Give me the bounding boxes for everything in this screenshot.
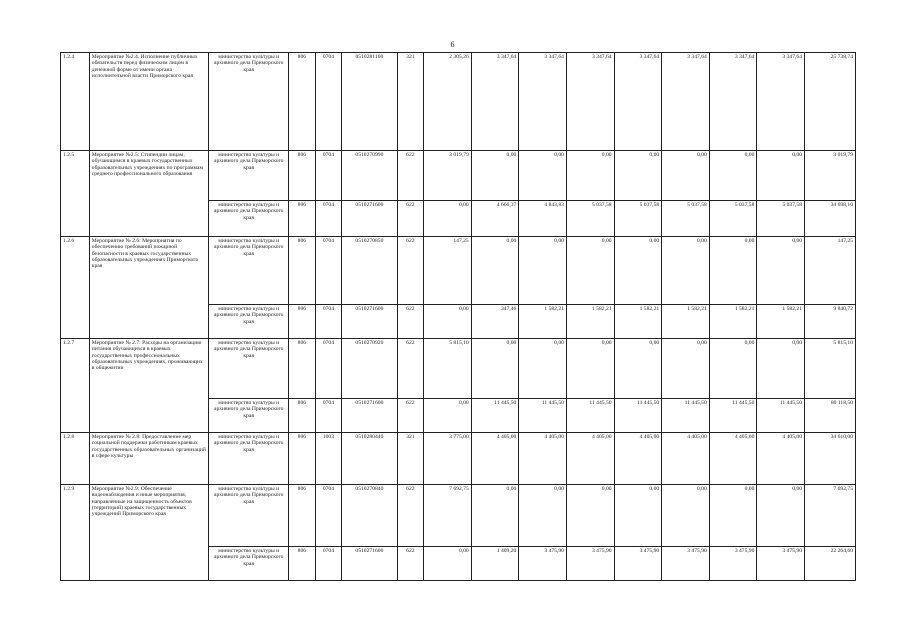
value-cell: 0,00 [662,339,710,399]
value-cell: 3 347,64 [566,53,614,151]
csr-cell: 0510270840 [342,485,397,547]
value-cell: 11 445,50 [614,399,662,433]
rzpr-cell: 1003 [315,433,342,485]
executor-cell: министерство культуры и архивного дела Приморского края [209,485,289,547]
activity-cell: Мероприятие №2.4. Исполнение публичных обязательств перед физическим лицом в денежной форме от имени органа исполнительной власти Приморского края [89,53,209,151]
value-cell: 0,00 [424,305,472,339]
value-cell: 1 582,21 [709,305,757,339]
executor-cell: министерство культуры и архивного дела Приморского края [209,433,289,485]
csr-cell: 0510271600 [342,305,397,339]
value-cell: 3 019,79 [424,151,472,201]
total-cell: 3 019,79 [805,151,856,201]
executor-cell: министерство культуры и архивного дела Приморского края [209,305,289,339]
value-cell: 0,00 [757,151,805,201]
total-cell: 25 738,74 [805,53,856,151]
value-cell: 1 582,21 [519,305,567,339]
activity-cell: Мероприятие № 2.8: Предоставление мер социальной поддержки работникам краевых государственных образовательных организаций в сфере культуры [89,433,209,485]
total-cell: 147,25 [805,237,856,305]
value-cell: 4 405,00 [471,433,519,485]
executor-cell: министерство культуры и архивного дела Приморского края [209,53,289,151]
grbs-cell: 806 [289,485,316,547]
activity-cell: Мероприятие №2.5: Стипендии лицам, обучающимся в краевых государственных образовательных учреждениях по программам среднего профессионального образования [89,151,209,237]
row-index: 1.2.9 [61,485,90,581]
value-cell: 3 347,64 [519,53,567,151]
value-cell: 0,00 [519,339,567,399]
vr-cell: 622 [397,151,424,201]
table-row [61,53,856,151]
total-cell: 7 692,75 [805,485,856,547]
total-cell: 80 118,50 [805,399,856,433]
rzpr-cell: 0704 [315,485,342,547]
vr-cell: 622 [397,201,424,237]
row-index: 1.2.8 [61,433,90,485]
value-cell: 0,00 [709,237,757,305]
vr-cell: 622 [397,547,424,581]
value-cell: 4 405,00 [709,433,757,485]
row-index: 1.2.5 [61,151,90,237]
vr-cell: 622 [397,485,424,547]
grbs-cell: 806 [289,201,316,237]
value-cell: 3 347,64 [709,53,757,151]
vr-cell: 321 [397,53,424,151]
csr-cell: 0510281160 [342,53,397,151]
csr-cell: 0510271600 [342,201,397,237]
value-cell: 0,00 [566,237,614,305]
grbs-cell: 806 [289,433,316,485]
activity-cell: Мероприятие № 2.7: Расходы на организацию питания обучающихся в краевых государственных профессиональных образовательных учреждениях, проживающих в общежитии [89,339,209,433]
executor-cell: министерство культуры и архивного дела Приморского края [209,151,289,201]
grbs-cell: 806 [289,399,316,433]
table-row [61,237,856,305]
rzpr-cell: 0704 [315,53,342,151]
value-cell: 2 305,26 [424,53,472,151]
rzpr-cell: 0704 [315,547,342,581]
value-cell: 11 445,50 [566,399,614,433]
csr-cell: 0510271600 [342,547,397,581]
executor-cell: министерство культуры и архивного дела Приморского края [209,237,289,305]
value-cell: 0,00 [662,151,710,201]
value-cell: 0,00 [662,485,710,547]
csr-cell: 0510280440 [342,433,397,485]
activity-cell: Мероприятие №2.9: Обеспечение видеонаблюдения и иные мероприятия, направленные на защищенность объектов (территорий) краевых государственных учреждений Приморского края [89,485,209,581]
value-cell: 0,00 [709,339,757,399]
value-cell: 1 582,21 [757,305,805,339]
value-cell: 3 347,64 [662,53,710,151]
value-cell: 3 475,90 [709,547,757,581]
value-cell: 0,00 [614,339,662,399]
row-index: 1.2.7 [61,339,90,433]
value-cell: 7 692,75 [424,485,472,547]
grbs-cell: 806 [289,339,316,399]
value-cell: 0,00 [519,237,567,305]
rzpr-cell: 0704 [315,237,342,305]
vr-cell: 622 [397,305,424,339]
grbs-cell: 806 [289,305,316,339]
value-cell: 0,00 [709,151,757,201]
total-cell: 9 840,72 [805,305,856,339]
value-cell: 147,25 [424,237,472,305]
value-cell: 5 037,58 [566,201,614,237]
value-cell: 11 445,50 [662,399,710,433]
total-cell: 34 610,00 [805,433,856,485]
value-cell: 347,46 [471,305,519,339]
value-cell: 0,00 [614,151,662,201]
value-cell: 0,00 [757,339,805,399]
vr-cell: 622 [397,339,424,399]
value-cell: 3 775,00 [424,433,472,485]
value-cell: 3 475,90 [662,547,710,581]
table-row [61,339,856,399]
value-cell: 0,00 [424,547,472,581]
rzpr-cell: 0704 [315,151,342,201]
page-number: 6 [450,40,455,49]
value-cell: 1 582,21 [662,305,710,339]
total-cell: 5 815,10 [805,339,856,399]
csr-cell: 0510271600 [342,399,397,433]
grbs-cell: 806 [289,151,316,201]
value-cell: 4 405,00 [662,433,710,485]
value-cell: 11 445,50 [519,399,567,433]
value-cell: 0,00 [424,201,472,237]
csr-cell: 0510270850 [342,237,397,305]
activity-cell: Мероприятие № 2.6: Мероприятия по обеспечению требований пожарной безопасности в краевых государственных образовательных учреждениях Приморского края [89,237,209,339]
value-cell: 3 347,64 [471,53,519,151]
value-cell: 0,00 [471,485,519,547]
value-cell: 1 582,21 [566,305,614,339]
value-cell: 0,00 [471,339,519,399]
vr-cell: 321 [397,433,424,485]
value-cell: 3 347,64 [614,53,662,151]
value-cell: 0,00 [662,237,710,305]
rzpr-cell: 0704 [315,399,342,433]
value-cell: 4 405,00 [519,433,567,485]
executor-cell: министерство культуры и архивного дела Приморского края [209,399,289,433]
csr-cell: 0510270990 [342,151,397,201]
value-cell: 5 037,58 [709,201,757,237]
grbs-cell: 806 [289,547,316,581]
value-cell: 0,00 [519,485,567,547]
total-cell: 22 264,60 [805,547,856,581]
value-cell: 5 037,58 [757,201,805,237]
value-cell: 4 843,83 [519,201,567,237]
value-cell: 3 475,90 [566,547,614,581]
csr-cell: 0510270920 [342,339,397,399]
value-cell: 4 405,00 [614,433,662,485]
executor-cell: министерство культуры и архивного дела Приморского края [209,201,289,237]
value-cell: 1 409,20 [471,547,519,581]
value-cell: 0,00 [471,151,519,201]
value-cell: 1 582,21 [614,305,662,339]
row-index: 1.2.4 [61,53,90,151]
value-cell: 3 347,64 [757,53,805,151]
value-cell: 0,00 [709,485,757,547]
rzpr-cell: 0704 [315,305,342,339]
value-cell: 5 037,58 [662,201,710,237]
value-cell: 0,00 [424,399,472,433]
value-cell: 4 666,37 [471,201,519,237]
vr-cell: 622 [397,399,424,433]
value-cell: 5 037,58 [614,201,662,237]
executor-cell: министерство культуры и архивного дела Приморского края [209,547,289,581]
value-cell: 11 445,50 [709,399,757,433]
grbs-cell: 806 [289,53,316,151]
value-cell: 4 405,00 [566,433,614,485]
total-cell: 34 698,10 [805,201,856,237]
value-cell: 0,00 [614,485,662,547]
rzpr-cell: 0704 [315,201,342,237]
budget-table [60,52,856,581]
grbs-cell: 806 [289,237,316,305]
value-cell: 0,00 [566,339,614,399]
value-cell: 0,00 [471,237,519,305]
value-cell: 5 815,10 [424,339,472,399]
value-cell: 0,00 [566,151,614,201]
value-cell: 0,00 [519,151,567,201]
executor-cell: министерство культуры и архивного дела Приморского края [209,339,289,399]
row-index: 1.2.6 [61,237,90,339]
value-cell: 4 405,00 [757,433,805,485]
table-row [61,433,856,485]
value-cell: 11 445,50 [471,399,519,433]
value-cell: 11 445,50 [757,399,805,433]
value-cell: 0,00 [757,237,805,305]
value-cell: 3 475,90 [519,547,567,581]
table-row [61,151,856,201]
value-cell: 0,00 [614,237,662,305]
vr-cell: 622 [397,237,424,305]
value-cell: 0,00 [566,485,614,547]
value-cell: 0,00 [757,485,805,547]
rzpr-cell: 0704 [315,339,342,399]
value-cell: 3 475,90 [614,547,662,581]
table-row [61,485,856,547]
value-cell: 3 475,90 [757,547,805,581]
